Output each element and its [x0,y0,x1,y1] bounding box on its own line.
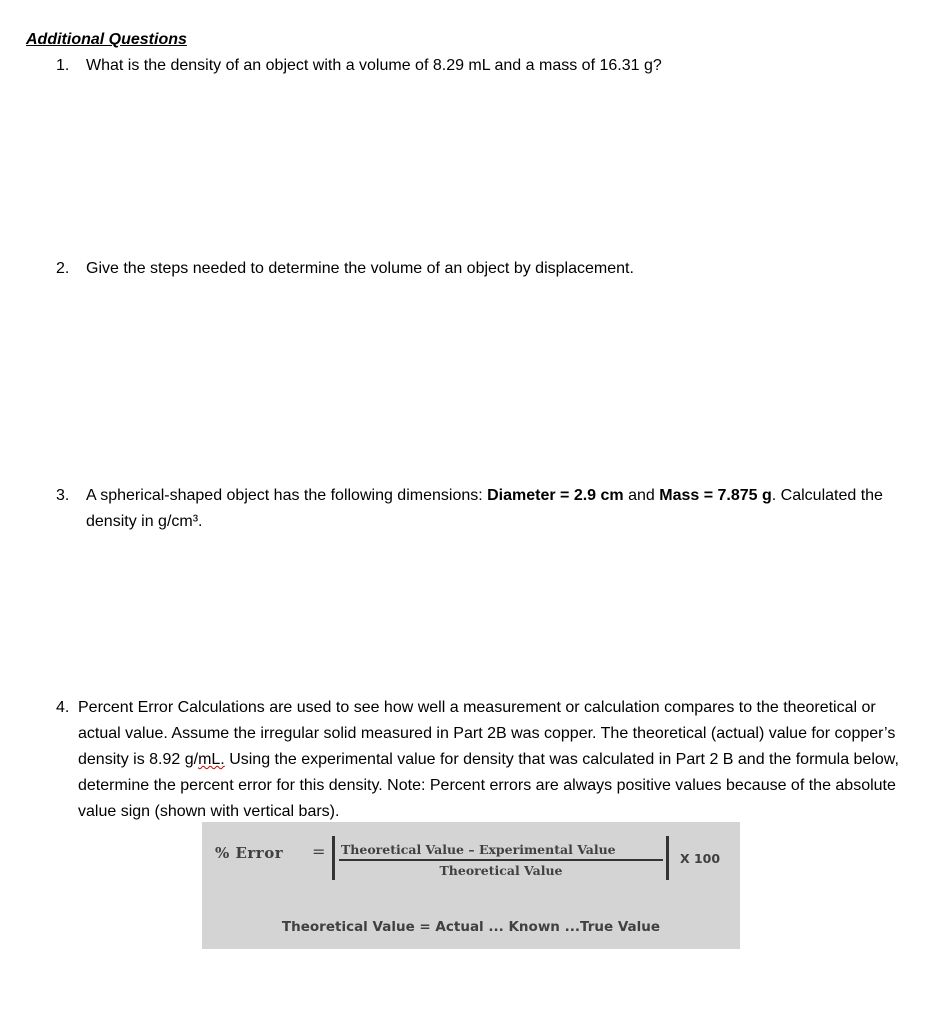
diameter-value: Diameter = 2.9 cm [487,487,624,504]
question-text [86,483,916,535]
text-segment: Using the experimental value for density that was calculated in Part 2 B and the formula below, determine the percent error for this density. Note: Percent errors are always positive values because of the absolute value sign (shown with vertical bars). [78,751,899,820]
section-heading: Additional Questions [26,31,187,48]
text-segment: and [623,487,660,504]
fraction-line [339,859,663,861]
formula-multiplier: X 100 [680,851,721,866]
question-number: 1. [56,57,70,74]
text-segment: A spherical-shaped object has the following dimensions: [86,487,488,504]
formula-note: Theoretical Value = Actual ... Known ...True Value [281,919,661,935]
question-number: 2. [56,260,70,277]
absolute-value-bar-left [332,836,335,880]
question-text: What is the density of an object with a volume of 8.29 mL and a mass of 16.31 g? [86,57,662,74]
formula-equals: = [312,842,326,861]
text-segment: . Calculated the density in g/cm³. [86,487,883,530]
formula-label: % Error [215,844,284,862]
question-4 [56,695,916,825]
question-number: 4. [56,699,70,716]
absolute-value-bar-right [666,836,669,880]
question-number: 3. [56,487,70,504]
percent-error-formula [202,822,740,949]
mass-value: Mass = 7.875 g [659,487,772,504]
formula-denominator: Theoretical Value [439,863,563,878]
text-segment: Percent Error Calculations are used to see how well a measurement or calculation compares to the theoretical or actual value. Assume the irregular solid measured in Part 2B was copper. The theoretical (actual) value for copper’s density is 8.92 g/ [78,699,896,768]
question-text [78,695,916,825]
question-1 [56,53,906,79]
question-3 [56,483,916,535]
spellcheck-flagged-text: mL. [198,751,225,768]
question-2 [56,256,906,282]
question-text: Give the steps needed to determine the volume of an object by displacement. [86,260,634,277]
formula-numerator: Theoretical Value – Experimental Value [341,842,616,857]
